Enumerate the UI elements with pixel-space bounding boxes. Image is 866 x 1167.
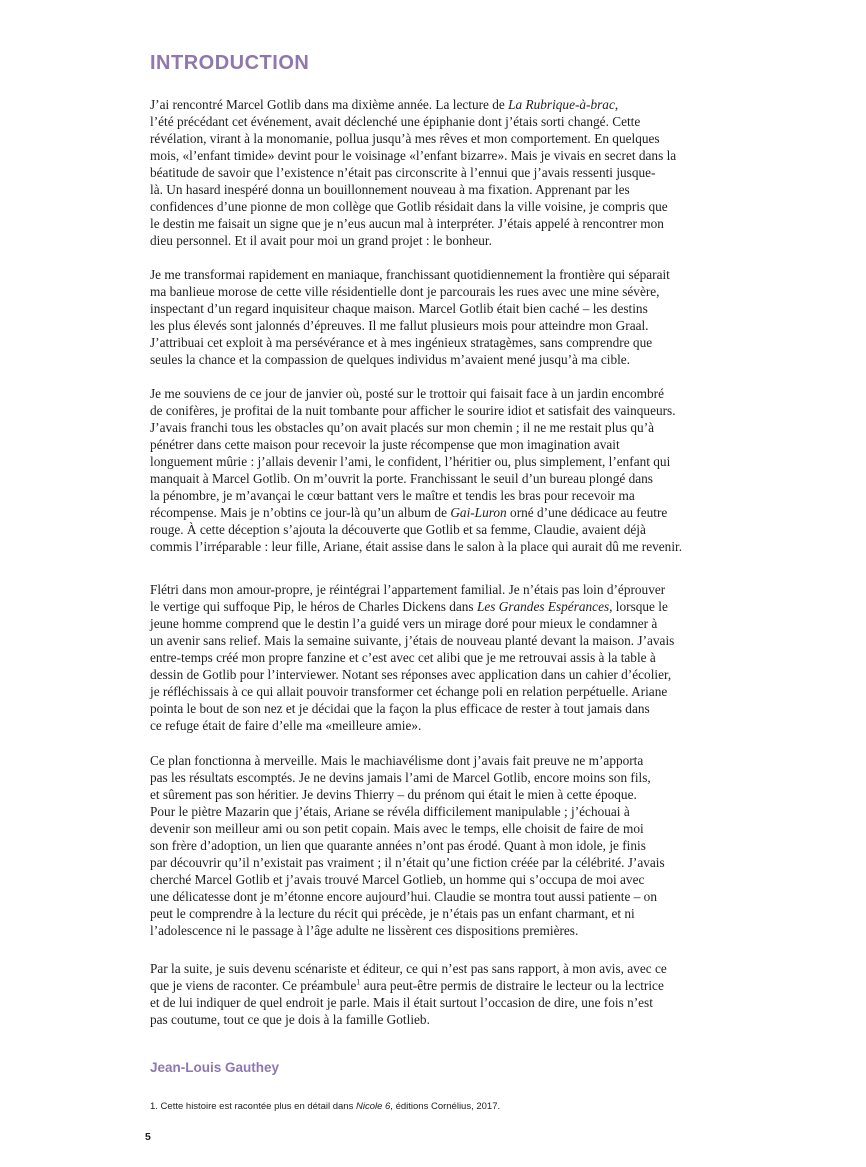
text-line (150, 521, 682, 538)
line-text: J’avais franchi tous les obstacles qu’on avait placés sur mon chemin ; il ne me restait plus qu’à (150, 420, 655, 435)
text-line (150, 147, 676, 164)
text-line (150, 300, 670, 317)
paragraph-4 (150, 581, 674, 734)
line-text: ce refuge était de faire d’elle ma «meilleure amie». (150, 718, 422, 733)
line-title-italic: La Rubrique-à-brac (508, 97, 615, 112)
text-line (150, 164, 676, 181)
line-title-italic: Les Grandes Espérances (476, 599, 610, 614)
text-line (150, 683, 674, 700)
line-text: pointa le bout de son nez et je décidai que la façon la plus efficace de rester à tout jamais dans (150, 701, 650, 716)
text-line (150, 581, 674, 598)
line-text: Ce plan fonctionna à merveille. Mais le machiavélisme dont j’avais fait preuve ne m’apporta (150, 753, 644, 768)
line-text: un avenir sans relief. Mais la semaine suivante, j’étais de nouveau planté devant la maison. J’avais (150, 633, 675, 648)
text-line (150, 871, 665, 888)
line-text: manquait à Marcel Gotlib. On m’ouvrit la porte. Franchissant le seuil d’un bureau plongé dans (150, 471, 653, 486)
author-signature: Jean-Louis Gauthey (150, 1060, 280, 1075)
line-text: les plus élevés sont jalonnés d’épreuves. Il me fallut plusieurs mois pour atteindre mon Graal. (150, 318, 649, 333)
text-line (150, 769, 665, 786)
text-line (150, 1011, 667, 1028)
page-title: INTRODUCTION (150, 52, 310, 74)
line-text: je réfléchissais à ce qui allait pouvoir transformer cet échange poli en relation perpétuelle. Ariane (150, 684, 668, 699)
line-text: entre-temps créé mon propre fanzine et c’est avec cet alibi que je me retrouvai assis à la table à (150, 650, 656, 665)
line-text: orné d’une dédicace au feutre (506, 505, 668, 520)
line-text: commis l’irréparable : leur fille, Ariane, était assise dans le salon à la place qui aurait dû me revenir. (150, 539, 683, 554)
line-text: longuement mûrie : j’allais devenir l’ami, le confident, l’héritier ou, plus simplement, l’enfant qui (150, 454, 671, 469)
line-text: son frère d’adoption, un lien que quarante années n’ont pas érodé. Quant à mon idole, je finis (150, 838, 646, 853)
page-number: 5 (145, 1131, 151, 1143)
line-text: rouge. À cette déception s’ajouta la découverte que Gotlib et sa femme, Claudie, avaient déjà (150, 522, 646, 537)
text-line (150, 113, 676, 130)
text-line (150, 351, 670, 368)
line-text: l’adolescence ni le passage à l’âge adulte ne lissèrent ces dispositions premières. (150, 923, 579, 938)
footnote-marker: 1 (356, 977, 361, 987)
text-line (150, 994, 667, 1011)
line-text: béatitude de savoir que l’existence n’était pas circonscrite à l’ennui que j’avais ressenti jusque- (150, 165, 656, 180)
text-line (150, 283, 670, 300)
text-line (150, 820, 665, 837)
text-line (150, 436, 682, 453)
line-text: l’été précédant cet événement, avait déclenché une épiphanie dont j’étais sorti changé. Cette (150, 114, 641, 129)
text-line (150, 960, 667, 977)
text-line (150, 922, 665, 939)
line-text: pas les résultats escomptés. Je ne devins jamais l’ami de Marcel Gotlib, encore moins son fils, (150, 770, 651, 785)
text-line (150, 470, 682, 487)
line-text: devenir son meilleur ami ou son petit copain. Mais avec le temps, elle choisit de faire de moi (150, 821, 644, 836)
line-text: cherché Marcel Gotlib et j’avais trouvé Marcel Gotlieb, un homme qui s’occupa de moi avec (150, 872, 645, 887)
line-title-italic: Gai-Luron (450, 505, 507, 520)
line-text: J’ai rencontré Marcel Gotlib dans ma dixième année. La lecture de (150, 97, 509, 112)
text-line (150, 632, 674, 649)
text-line (150, 232, 676, 249)
line-text: une délicatesse dont je m’étonne encore aujourd’hui. Claudie se montra tout aussi patiente – on (150, 889, 657, 904)
paragraph-3 (150, 385, 682, 555)
text-line (150, 181, 676, 198)
text-line (150, 786, 665, 803)
text-line (150, 538, 682, 555)
text-line (150, 837, 665, 854)
line-text: aura peut-être permis de distraire le lecteur ou la lectrice (360, 978, 664, 993)
line-text: Flétri dans mon amour-propre, je réintégrai l’appartement familial. Je n’étais pas loin d’éprouver (150, 582, 666, 597)
text-line (150, 717, 674, 734)
line-text: révélation, virant à la monomanie, pollua jusqu’à mes rêves et mon comportement. En quelques (150, 131, 660, 146)
text-line (150, 666, 674, 683)
line-text: Par la suite, je suis devenu scénariste et éditeur, ce qui n’est pas sans rapport, à mon avis, avec ce (150, 961, 667, 976)
line-text: dessin de Gotlib pour l’interviewer. Notant ses réponses avec application dans un cahier d’écolier, (150, 667, 672, 682)
text-line (150, 419, 682, 436)
line-text: Je me transformai rapidement en maniaque, franchissant quotidiennement la frontière qui séparait (150, 267, 670, 282)
text-line (150, 888, 665, 905)
text-line (150, 977, 667, 994)
footnote-title-italic: Nicole 6 (355, 1101, 391, 1112)
text-line (150, 752, 665, 769)
line-text: seules la chance et la compassion de quelques individus m’avaient mené jusqu’à ma cible. (150, 352, 631, 367)
text-line (150, 700, 674, 717)
text-line (150, 504, 682, 521)
line-text: Je me souviens de ce jour de janvier où, posté sur le trottoir qui faisait face à un jardin encombré (150, 386, 664, 401)
line-text: dieu personnel. Et il avait pour moi un grand projet : le bonheur. (150, 233, 492, 248)
line-text: là. Un hasard inespéré donna un bouillonnement nouveau à ma fixation. Apprenant par les (150, 182, 630, 197)
line-text: , lorsque le (609, 599, 668, 614)
line-text: le destin me faisait un signe que je n’eus aucun mal à interpréter. J’étais appelé à rencontrer mon (150, 216, 664, 231)
text-line (150, 334, 670, 351)
line-text: peut le comprendre à la lecture du récit qui précède, je n’étais pas un enfant charmant, et ni (150, 906, 635, 921)
line-text: la pénombre, je m’avançai le cœur battant vers le maître et tendis les bras pour recevoir ma (150, 488, 635, 503)
line-text: pas coutume, tout ce que je dois à la famille Gotlieb. (150, 1012, 430, 1027)
line-text: et de lui indiquer de quel endroit je parle. Mais il était surtout l’occasion de dire, une fois n’est (150, 995, 653, 1010)
text-line (150, 266, 670, 283)
line-text: confidences d’une pionne de mon collège que Gotlib résidait dans la ville voisine, je compris que (150, 199, 668, 214)
line-text: de conifères, je profitai de la nuit tombante pour afficher le sourire idiot et satisfait des vainqueurs. (150, 403, 676, 418)
line-text: J’attribuai cet exploit à ma persévérance et à mes ingénieux stratagèmes, sans comprendre que (150, 335, 653, 350)
line-text: mois, «l’enfant timide» devint pour le voisinage «l’enfant bizarre». Mais je vivais en secret dans la (150, 148, 677, 163)
text-line (150, 487, 682, 504)
footnote-text: 1. Cette histoire est racontée plus en détail dans (150, 1101, 356, 1112)
paragraph-6 (150, 960, 667, 1028)
text-line (150, 905, 665, 922)
text-line (150, 402, 682, 419)
paragraph-1 (150, 96, 676, 249)
line-text: Pour le piètre Mazarin que j’étais, Ariane se révéla difficilement manipulable ; j’échouai à (150, 804, 630, 819)
line-text: que je viens de raconter. Ce préambule (150, 978, 357, 993)
text-line (150, 649, 674, 666)
line-text: par découvrir qu’il n’existait pas vraiment ; il n’était qu’une fiction créée par la célébrité. J’avais (150, 855, 665, 870)
text-line (150, 130, 676, 147)
line-text: et sûrement pas son héritier. Je devins Thierry – du prénom qui était le mien à cette époque. (150, 787, 637, 802)
line-text: jeune homme comprend que le destin l’a guidé vers un mirage doré pour mieux le condamner à (150, 616, 658, 631)
text-line (150, 198, 676, 215)
text-line (150, 385, 682, 402)
line-text: inspectant d’un regard inquisiteur chaque maison. Marcel Gotlib était bien caché – les destins (150, 301, 648, 316)
text-line (150, 615, 674, 632)
line-text: pénétrer dans cette maison pour recevoir la juste récompense que mon imagination avait (150, 437, 620, 452)
line-text: ma banlieue morose de cette ville résidentielle dont je parcourais les rues avec une mine sévère, (150, 284, 660, 299)
text-line (150, 598, 674, 615)
paragraph-2 (150, 266, 670, 368)
text-line (150, 854, 665, 871)
text-line (150, 96, 676, 113)
line-text: , (614, 97, 619, 112)
footnote (150, 1101, 500, 1112)
paragraph-5 (150, 752, 665, 939)
text-line (150, 317, 670, 334)
line-text: récompense. Mais je n’obtins ce jour-là qu’un album de (150, 505, 451, 520)
text-line (150, 215, 676, 232)
footnote-text: , éditions Cornélius, 2017. (390, 1101, 501, 1112)
text-line (150, 803, 665, 820)
line-text: le vertige qui suffoque Pip, le héros de Charles Dickens dans (150, 599, 477, 614)
text-line (150, 453, 682, 470)
